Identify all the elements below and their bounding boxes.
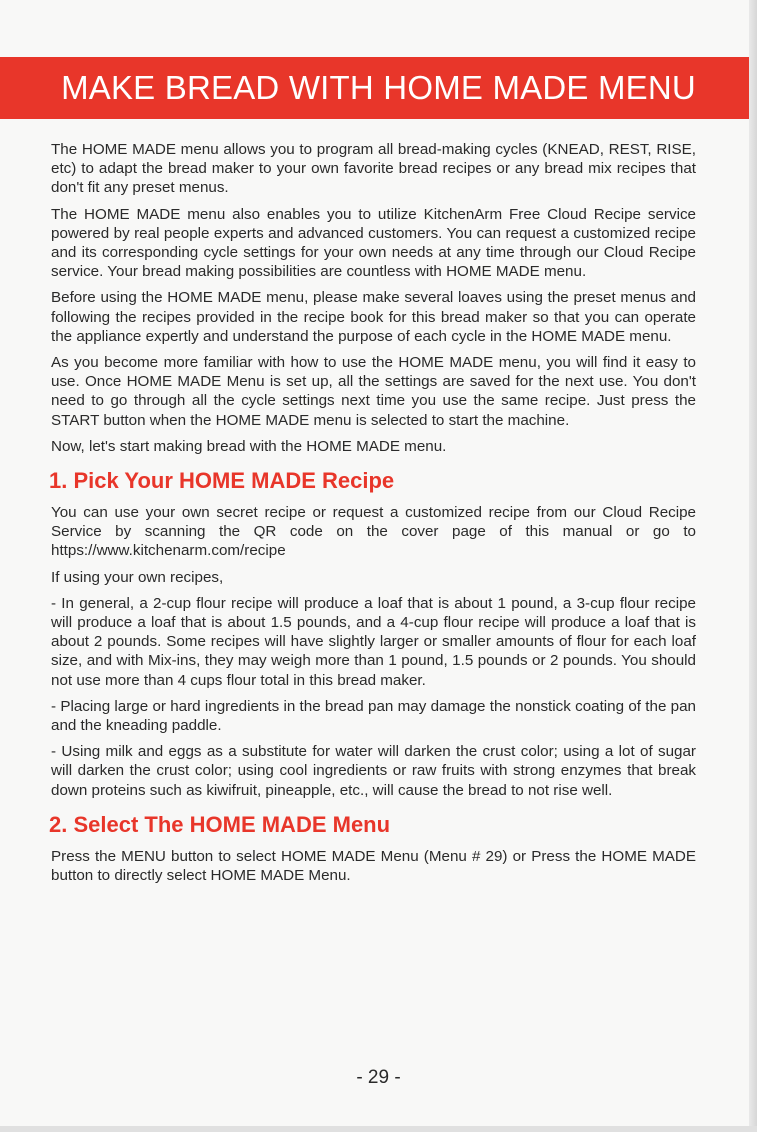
page-edge-shadow <box>749 0 757 1132</box>
page-bottom-edge <box>0 1126 757 1132</box>
section-paragraph: - Using milk and eggs as a substitute for water will darken the crust color; using a lot of sugar will darken the crust color; using cool ingredients or raw fruits with strong enzymes that break down proteins such as kiwifruit, pineapple, etc., will cause the bread to not rise well. <box>51 743 696 799</box>
intro-paragraph: Now, let's start making bread with the HOME MADE menu. <box>51 437 447 455</box>
page-number: - 29 - <box>356 1067 401 1088</box>
intro-paragraph: Before using the HOME MADE menu, please make several loaves using the preset menus and following the recipes provided in the recipe book for this bread maker so that you can operate the appliance expertly and understand the purpose of each cycle in the HOME MADE menu. <box>51 289 696 345</box>
section-heading-pick-recipe: 1. Pick Your HOME MADE Recipe <box>49 468 395 494</box>
intro-paragraph: As you become more familiar with how to use the HOME MADE menu, you will find it easy to use. Once HOME MADE Menu is set up, all the settings are saved for the next use. You don't need to go through all the cycle settings next time you use the same recipe. Just press the START button when the HOME MADE menu is selected to start the machine. <box>51 354 696 429</box>
section-paragraph: Press the MENU button to select HOME MADE Menu (Menu # 29) or Press the HOME MADE button to directly select HOME MADE Menu. <box>51 847 696 885</box>
intro-paragraph: The HOME MADE menu allows you to program all bread-making cycles (KNEAD, REST, RISE, etc) to adapt the bread maker to your own favorite bread recipes or any bread mix recipes that don't fit any preset menus. <box>51 141 696 197</box>
page-content <box>51 140 696 892</box>
section-paragraph: If using your own recipes, <box>51 568 224 586</box>
page-title: MAKE BREAD WITH HOME MADE MENU <box>61 69 696 106</box>
section-paragraph: You can use your own secret recipe or request a customized recipe from our Cloud Recipe Service by scanning the QR code on the cover page of this manual or go to https://www.kitchenarm.com/recipe <box>51 504 696 560</box>
section-heading-select-menu: 2. Select The HOME MADE Menu <box>49 811 391 837</box>
section-paragraph: - Placing large or hard ingredients in the bread pan may damage the nonstick coating of the pan and the kneading paddle. <box>51 697 696 735</box>
intro-paragraph: The HOME MADE menu also enables you to utilize KitchenArm Free Cloud Recipe service powered by real people experts and advanced customers. You can request a customized recipe and its corresponding cycle settings for your own needs at any time through our Cloud Recipe service. Your bread making possibilities are countless with HOME MADE menu. <box>51 205 696 281</box>
section-paragraph: - In general, a 2-cup flour recipe will produce a loaf that is about 1 pound, a 3-cup flour recipe will produce a loaf that is about 1.5 pounds, and a 4-cup flour recipe will produce a loaf that is about 2 pounds. Some recipes will have slightly larger or smaller amounts of flour for each loaf size, and with Mix-ins, they may weigh more than 1 pound, 1.5 pounds or 2 pounds. You should not use more than 4 cups flour total in this bread maker. <box>51 594 696 689</box>
title-banner <box>0 57 757 119</box>
